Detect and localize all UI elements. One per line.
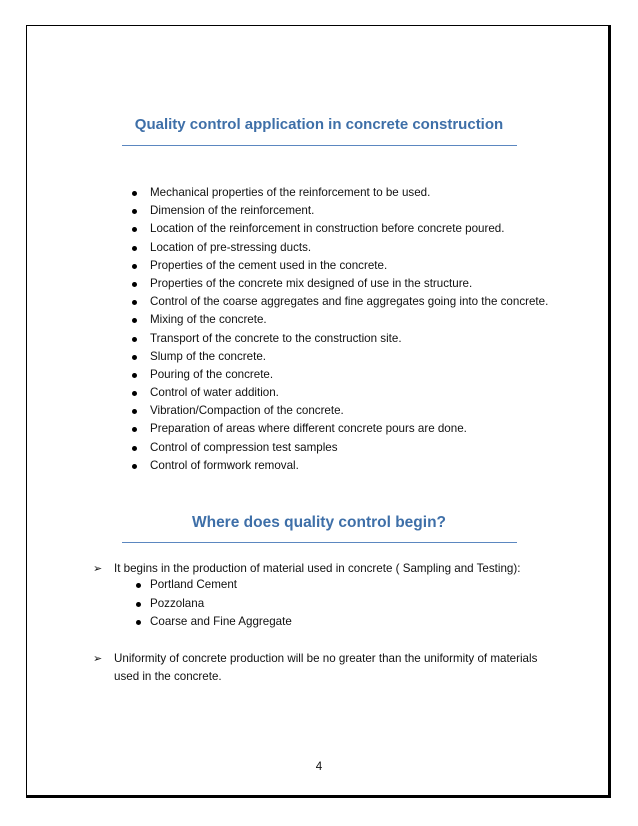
list-item: Pouring of the concrete. [130, 366, 548, 384]
arrow-list-item [93, 650, 554, 686]
list-item: Preparation of areas where different concrete pours are done. [130, 420, 548, 438]
list-item: Location of the reinforcement in construction before concrete poured. [130, 220, 548, 238]
heading-underline [122, 542, 517, 543]
list-item: Mechanical properties of the reinforcement to be used. [130, 184, 548, 202]
arrow-item-text: Uniformity of concrete production will be no greater than the uniformity of materials used in the concrete. [114, 652, 538, 683]
heading-underline [122, 145, 517, 146]
list-item: Transport of the concrete to the construction site. [130, 330, 548, 348]
list-item: Properties of the cement used in the concrete. [130, 257, 548, 275]
materials-sublist [136, 576, 292, 632]
list-item: Dimension of the reinforcement. [130, 202, 548, 220]
list-item: Mixing of the concrete. [130, 311, 548, 329]
section-heading-quality-control-application: Quality control application in concrete construction [134, 116, 504, 133]
page-number: 4 [315, 760, 323, 773]
list-item: Location of pre-stressing ducts. [130, 239, 548, 257]
list-item: Pozzolana [136, 595, 292, 614]
list-item: Control of compression test samples [130, 439, 548, 457]
arrow-bullet-icon: ➢ [93, 563, 103, 575]
list-item: Control of the coarse aggregates and fine aggregates going into the concrete. [130, 293, 548, 311]
list-item: Vibration/Compaction of the concrete. [130, 402, 548, 420]
list-item: Control of formwork removal. [130, 457, 548, 475]
list-item: Coarse and Fine Aggregate [136, 613, 292, 632]
list-item: Slump of the concrete. [130, 348, 548, 366]
list-item: Control of water addition. [130, 384, 548, 402]
list-item: Properties of the concrete mix designed of use in the structure. [130, 275, 548, 293]
arrow-bullet-icon: ➢ [93, 653, 103, 665]
list-item: Portland Cement [136, 576, 292, 595]
arrow-item-text: It begins in the production of material used in concrete ( Sampling and Testing): [114, 562, 521, 575]
quality-control-list [130, 184, 548, 475]
section-heading-where-does-quality-control-begin: Where does quality control begin? [191, 514, 447, 531]
